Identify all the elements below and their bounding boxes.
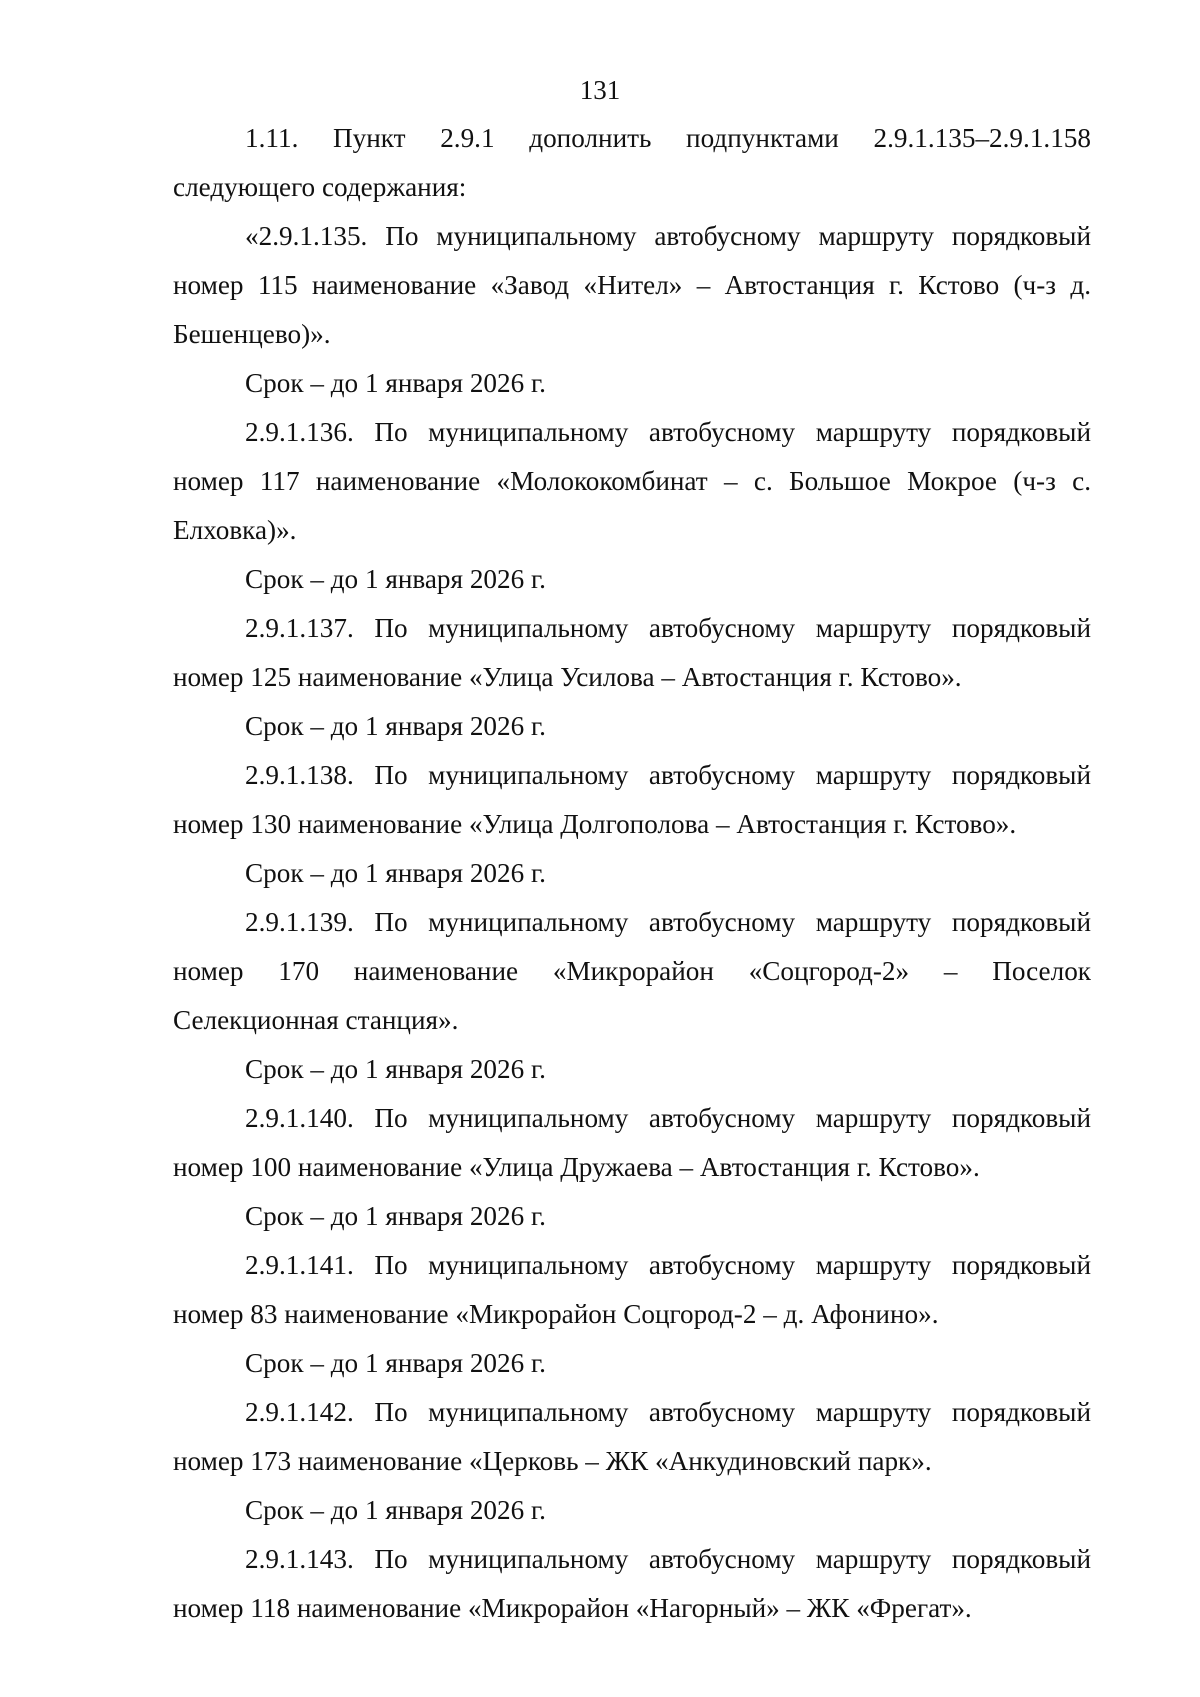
item-paragraph: 2.9.1.141. По муниципальному автобусному маршруту порядковый номер 83 наименование «Микрорайон Соцгород-2 – д. Афонино». bbox=[173, 1250, 1091, 1329]
deadline-paragraph: Срок – до 1 января 2026 г. bbox=[245, 564, 546, 594]
document-body bbox=[173, 114, 1091, 1633]
item-paragraph: 2.9.1.136. По муниципальному автобусному маршруту порядковый номер 117 наименование «Молококомбинат – с. Большое Мокрое (ч-з с. Елховка)». bbox=[173, 417, 1091, 545]
deadline-paragraph: Срок – до 1 января 2026 г. bbox=[245, 1054, 546, 1084]
deadline-paragraph: Срок – до 1 января 2026 г. bbox=[245, 1495, 546, 1525]
page-number: 131 bbox=[579, 75, 621, 105]
item-paragraph: «2.9.1.135. По муниципальному автобусному маршруту порядковый номер 115 наименование «Завод «Нител» – Автостанция г. Кстово (ч-з д. Бешенцево)». bbox=[173, 221, 1091, 349]
item-paragraph: 2.9.1.138. По муниципальному автобусному маршруту порядковый номер 130 наименование «Улица Долгополова – Автостанция г. Кстово». bbox=[173, 760, 1091, 839]
item-paragraph: 2.9.1.142. По муниципальному автобусному маршруту порядковый номер 173 наименование «Церковь – ЖК «Анкудиновский парк». bbox=[173, 1397, 1091, 1476]
item-paragraph: 2.9.1.140. По муниципальному автобусному маршруту порядковый номер 100 наименование «Улица Дружаева – Автостанция г. Кстово». bbox=[173, 1103, 1091, 1182]
deadline-paragraph: Срок – до 1 января 2026 г. bbox=[245, 711, 546, 741]
item-paragraph: 2.9.1.143. По муниципальному автобусному маршруту порядковый номер 118 наименование «Микрорайон «Нагорный» – ЖК «Фрегат». bbox=[173, 1544, 1091, 1623]
intro-paragraph: 1.11. Пункт 2.9.1 дополнить подпунктами 2.9.1.135–2.9.1.158 следующего содержания: bbox=[173, 123, 1091, 202]
deadline-paragraph: Срок – до 1 января 2026 г. bbox=[245, 1348, 546, 1378]
deadline-paragraph: Срок – до 1 января 2026 г. bbox=[245, 858, 546, 888]
deadline-paragraph: Срок – до 1 января 2026 г. bbox=[245, 368, 546, 398]
item-paragraph: 2.9.1.137. По муниципальному автобусному маршруту порядковый номер 125 наименование «Улица Усилова – Автостанция г. Кстово». bbox=[173, 613, 1091, 692]
item-paragraph: 2.9.1.139. По муниципальному автобусному маршруту порядковый номер 170 наименование «Микрорайон «Соцгород-2» – Поселок Селекционная станция». bbox=[173, 907, 1091, 1035]
deadline-paragraph: Срок – до 1 января 2026 г. bbox=[245, 1201, 546, 1231]
